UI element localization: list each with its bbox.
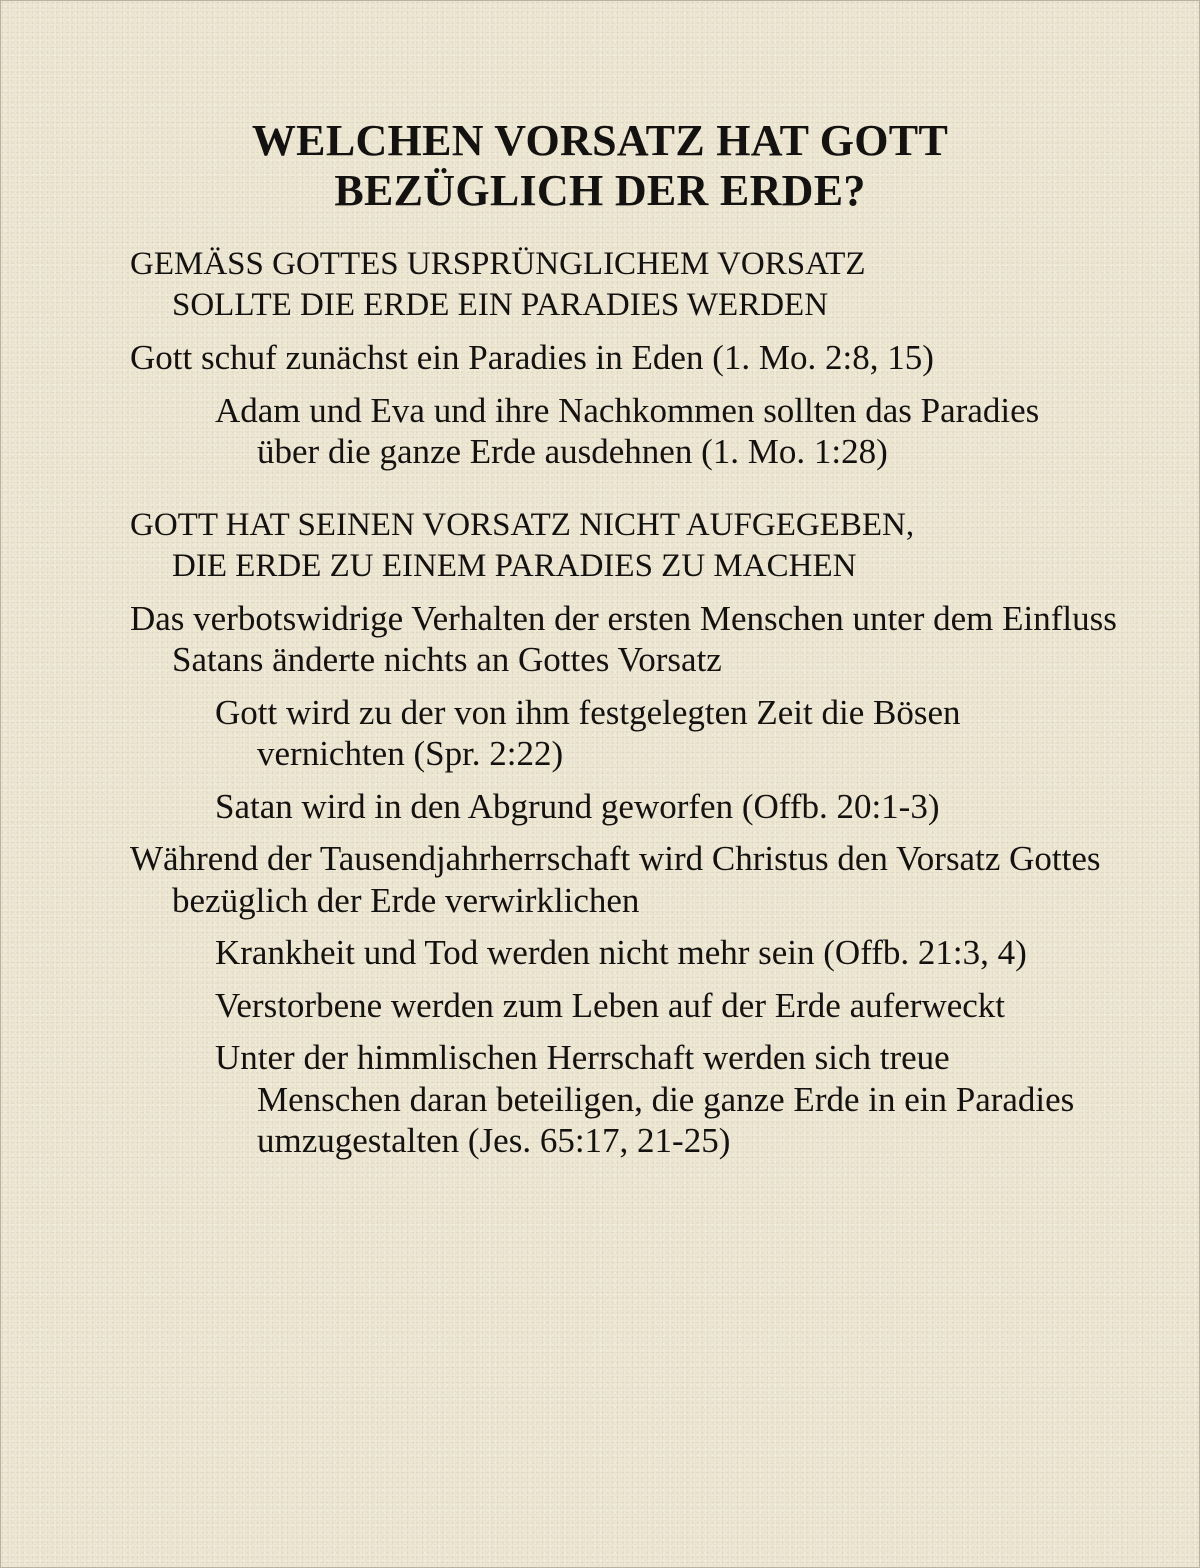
outline-point: Das verbotswidrige Verhalten der ersten Menschen unter dem Einfluss Satans änderte nichts an Gottes Vorsatz: [130, 598, 1117, 679]
outline-subpoint: Unter der himmlischen Herrschaft werden sich treue Menschen daran beteiligen, die ganze Erde in ein Paradies umzugestalten (Jes. 65:17, 21-25): [215, 1038, 1075, 1160]
outline-subpoint: Verstorbene werden zum Leben auf der Erde auferweckt: [215, 985, 1006, 1025]
section-heading-2: [130, 505, 1030, 587]
section-heading-1: [130, 244, 1030, 326]
outline-point: Gott schuf zunächst ein Paradies in Eden (1. Mo. 2:8, 15): [130, 338, 934, 377]
outline-subpoint: Gott wird zu der von ihm festgelegten Zeit die Bösen vernichten (Spr. 2:22): [215, 692, 961, 773]
section-heading-1-line-2: SOLLTE DIE ERDE EIN PARADIES WERDEN: [172, 287, 829, 323]
outline-point: Während der Tausendjahrherrschaft wird Christus den Vorsatz Gottes bezüglich der Erde verwirklichen: [130, 839, 1101, 920]
page-title-line-1: WELCHEN VORSATZ HAT GOTT: [251, 116, 949, 165]
section-heading-1-line-1: GEMÄSS GOTTES URSPRÜNGLICHEM VORSATZ: [130, 246, 866, 282]
page-title: [0, 116, 1200, 216]
outline-subpoint: Satan wird in den Abgrund geworfen (Offb. 20:1-3): [215, 786, 940, 826]
outline-subpoint: Adam und Eva und ihre Nachkommen sollten das Paradies über die ganze Erde ausdehnen (1. Mo. 1:28): [215, 390, 1040, 471]
section-heading-2-line-1: GOTT HAT SEINEN VORSATZ NICHT AUFGEGEBEN,: [130, 506, 915, 543]
page-title-line-2: BEZÜGLICH DER ERDE?: [334, 166, 866, 215]
section-heading-2-line-2: DIE ERDE ZU EINEM PARADIES ZU MACHEN: [172, 547, 857, 584]
outline-subpoint: Krankheit und Tod werden nicht mehr sein (Offb. 21:3, 4): [215, 933, 1027, 972]
outline-content: [0, 244, 1200, 1162]
